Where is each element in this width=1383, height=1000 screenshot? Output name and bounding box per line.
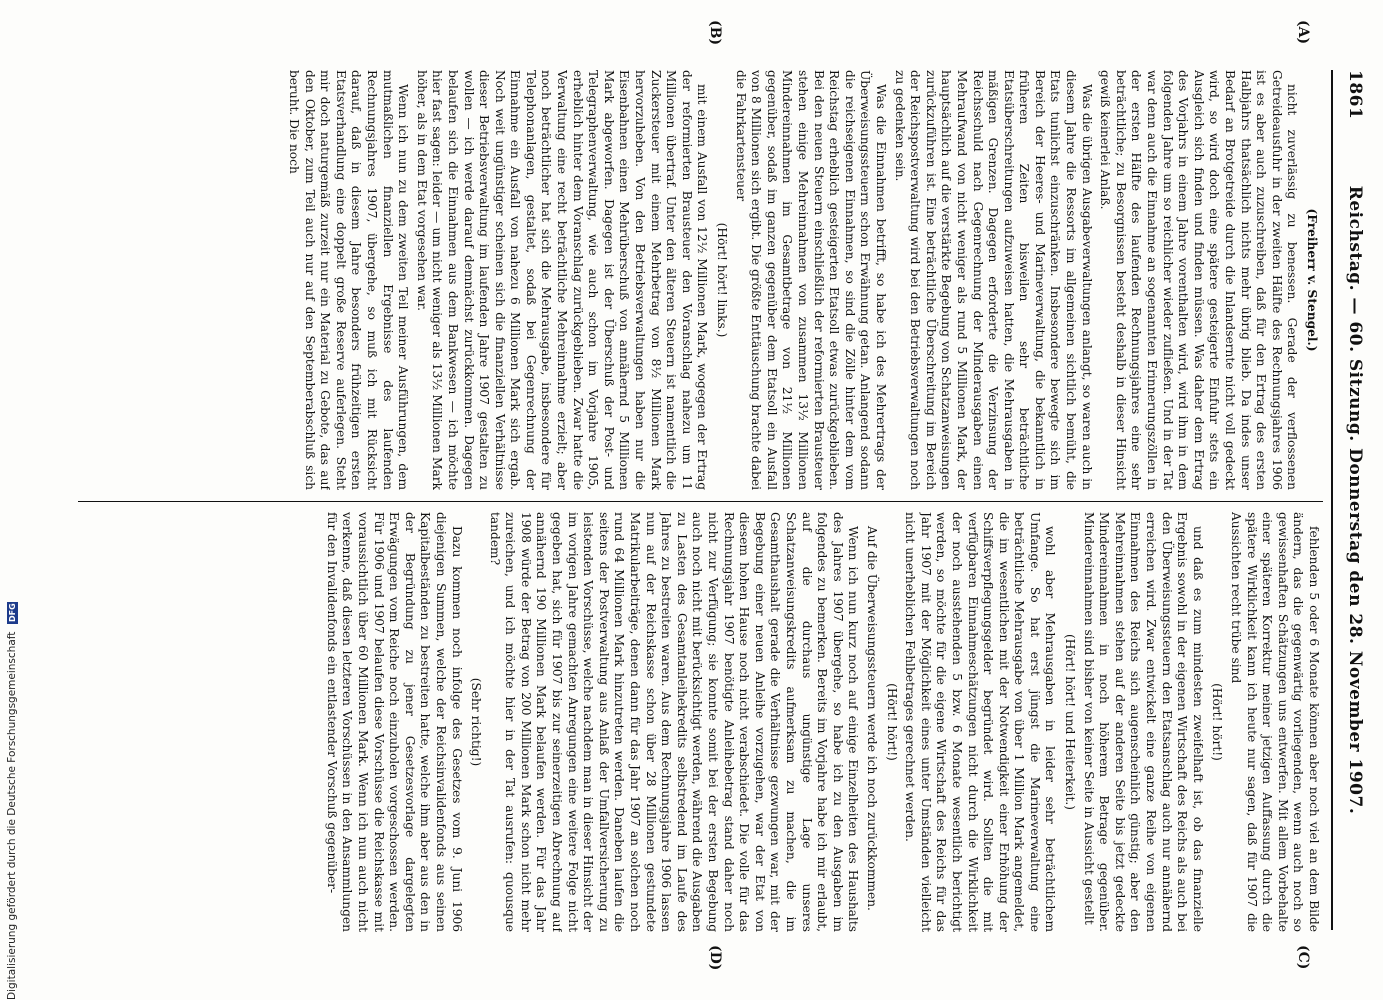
paragraph: wohl aber Mehrausgaben in leider sehr beträchtlichem Umfange. So hat erst jüngst die Marineverwaltung eine beträchtliche Mehrausgabe von über 1 Million Mark angemeldet, die im wesentlichen mit der Notwendigkeit einer Erhöhung der Schiffsverpflegungsgelder begründet wird. Sollten die mit verfügbaren Einnahmeschätzungen nicht durch die Wirklichkeit der noch ausstehenden 5 bzw. 6 Monate wesentlich berichtigt werden, so möchte für die eigene Wirtschaft des Reichs für das Jahr 1907 mit der Möglichkeit eines unter Umständen vielleicht nicht unerheblichen Fehlbetrages gerechnet werden.: [903, 512, 1058, 932]
paragraph: nicht zuverlässig zu benessen. Gerade der verflossenen Getreideausfuhr in der zweiten Hälfte des Rechnungsjahres 1906 ist es aber auch zuzuschreiben, daß für den Ertrag des ersten Halbjahrs thatsächlich nichts mehr übrig blieb. Da indes unser Bedarf an Brotgetreide durch die Inlandsernte nicht voll gedeckt wird, so wird doch eine spätere gesteigerte Einfuhr stets ein Ausgleich sich finden und finden müssen. Was daher dem Ertrag des Vorjahrs in einem Jahre vorenthalten wird, wird ihm in dem folgenden Jahre um so reichlicher wieder zufließen. Und in der Tat war denn auch die Einnahme an sogenannten Erinnerungszöllen in der ersten Hälfte des laufenden Rechnungsjahres eine sehr beträchtliche; zu Besorgnissen besteht deshalb in dieser Hinsicht gewiß keinerlei Anlaß.: [1098, 70, 1300, 490]
interjection: (Sehr richtig!): [469, 677, 484, 767]
interjection: (Hört! hört! links.): [715, 222, 730, 338]
page-title: Reichstag. — 60. Sitzung. Donnerstag den 28. November 1907.: [1345, 185, 1365, 815]
margin-marker-a: (A): [1295, 20, 1311, 45]
paragraph: fehlenden 5 oder 6 Monate können aber noch viel an dem Bilde ändern, das die gegenwärtig vorliegenden, wenn auch noch so gewissenhaften Schätzungen uns entwerfen. Mit allem Vorbehalte einer späteren Korrektur meiner jetzigen Auffassung durch die spätere Wirklichkeit kann ich heute nur sagen, daß für 1907 die Aussichten recht trübe sind: [1229, 512, 1321, 932]
interjection: (Hört! hört!): [1210, 683, 1225, 761]
right-column: [81, 512, 1321, 932]
paragraph: Wenn ich nun zu dem zweiten Teil meiner Ausführungen, dem mutmaßlichen finanziellen Ergebnisse des laufenden Rechnungsjahres 1907, übergehe, so muß ich mit Rücksicht darauf, daß in diesem Jahre besonders frühzeitigen ersten Etatsverhandlung eine doppelt große Reserve auferlegen. Steht mir doch naturgemäß zurzeit nur ein Material zu Gebote, das auf den Oktober, zum Teil auch nur auf den Septemberabschluß sich beruht. Die noch: [287, 70, 411, 490]
speaker-name: (Freiherr v. Stengel.): [1305, 208, 1319, 352]
paragraph: Auf die Überweisungssteuern werde ich noch zurückkommen.: [864, 526, 879, 911]
column-divider: [78, 501, 1323, 502]
dfg-logo-icon: DFG: [7, 603, 17, 622]
margin-marker-d: (D): [707, 945, 723, 971]
digitization-credit: [4, 0, 20, 1000]
page-header: [1337, 70, 1369, 930]
interjection: (Hört! hört! und Heiterkeit.): [1063, 634, 1078, 810]
credit-text: Digitalisierung gefördert durch die Deutsche Forschungsgemeinschaft: [6, 631, 18, 1000]
header-rule: [1331, 70, 1333, 930]
margin-marker-b: (B): [707, 20, 723, 46]
paragraph: Dazu kommen noch infolge des Gesetzes vom 9. Juni 1906 diejenigen Summen, welche der Reichsinvalidenfonds aus seinen Kapitalbeständen zu bestreiten hatte, welche ihm aber aus den in der Begründung zu jener Gesetzesvorlage dargelegten Erwägungen vom Reiche noch einzuholen vorgeschossen werden. Für 1906 und 1907 belaufen diese Vorschüsse die Reichskasse mit voraussichtlich über 60 Millionen Mark. Wenn ich nun auch nicht verkenne, daß diesen letzteren Vorschüssen in den Ansammlungen für den Invalidenfonds ein entlastender Vorschuß gegenüber-: [324, 512, 464, 932]
paragraph: mit einem Ausfall von 12½ Millionen Mark, wogegen der Ertrag der reformierten Brausteuer den Voranschlag nahezu um 11 Millionen übertraf. Unter den älteren Steuern ist namentlich die Zuckersteuer mit einem Mehrbetrag von 8½ Millionen Mark hervorzuheben. Von den Betriebsverwaltungen haben nur die Eisenbahnen einen Mehrüberschuß von annähernd 5 Millionen Mark abgeworfen. Dagegen ist der Überschuß der Post- und Telegraphenverwaltung, wie auch schon im Vorjahre 1905, erheblich hinter dem Voranschlag zurückgeblieben. Zwar hatte die Verwaltung eine recht beträchtliche Mehreinnahme erzielt; aber noch beträchtlicher hat sich die Mehrausgabe, insbesondere für Telephonanlagen, gestaltet, sodaß bei Gegenrechnung der Einnahme ein Ausfall von nahezu 6 Millionen Mark sich ergab. Noch weit ungünstiger scheinen sich die finanziellen Verhältnisse dieser Betriebsverwaltung im laufenden Jahre 1907 gestalten zu wollen — ich werde darauf demnächst zurückkommen. Dagegen belaufen sich die Einnahmen aus dem Bankwesen — ich möchte hier fast sagen: leider — um nicht weniger als 13½ Millionen Mark höher, als in dem Etat vorgesehen war.: [414, 70, 710, 490]
margin-marker-c: (C): [1295, 945, 1311, 970]
paragraph: Was die übrigen Ausgabeverwaltungen anlangt, so waren auch in diesem Jahre die Ressorts im allgemeinen sichtlich bemüht, die Etats tunlichst einzuschränken. Insbesondere bewegte sich im Bereich der Heeres- und Marineverwaltung, die bekanntlich in früheren Zeiten bisweilen sehr beträchtliche Etatsüberschreitungen aufzuweisen hatten, die Mehrausgaben in mäßigen Grenzen. Dagegen erforderte die Verzinsung der Reichsschuld nach Gegenrechnung der Minderausgaben einen Mehraufwand von nicht weniger als rund 5 Millionen Mark, der hauptsächlich auf die verstärkte Begebung von Schatzanweisungen zurückzuführen ist. Eine beträchtliche Überschreitung im Bereich der Reichspostverwaltung wird bei den Betriebsverwaltungen noch zu gedenken sein.: [892, 70, 1094, 490]
paragraph: Wenn ich nun kurz noch auf einige Einzelheiten des Haushalts des Jahres 1907 übergehe, so habe ich zu den Ausgaben im folgendes zu bemerken. Bereits im Vorjahre habe ich mir erlaubt, auf die durchaus ungünstige Lage unseres Schatzanweisungskredits aufmerksam zu machen, die im Gesamthaushalt gerade die Verhältnisse gezwungen war, mit der Begebung einer neuen Anleihe vorzugehen, war der Etat von diesem hohen Hause noch nicht verabschiedet. Die volle für das Rechnungsjahr 1907 benötigte Anleihebetrag stand daher noch nicht zur Verfügung; sie konnte somit bei der ersten Begebung auch noch nicht mit berücksichtigt werden, während die Ausgaben zu Lasten des Gesamtanleihekredits selbstredend im Laufe des Jahres zu bestreiten waren. Aus dem Rechnungsjahre 1906 lassen nun auf der Reichskasse schon über 28 Millionen gestundete Matrikularbeiträge, denen dann für das Jahr 1907 an solchen noch rund 64 Millionen Mark hinzutreten werden. Daneben laufen die seitens der Postverwaltung aus Anlaß der Umfallversicherung zu leistenden Vorschüsse, welche nachdem man in dieser Hinsicht der im vorigen Jahre gemachten Anregungen eine weitere Folge nicht gegeben hat, sich für 1907 bis zur seinerzeitigen Abrechnung auf annähernd 190 Millionen Mark belaufen werden. Für das Jahr 1908 würde der Betrag von 200 Millionen Mark schon nicht mehr zureichen, und ich möchte hier in der Tat ausrufen: quousque tandem?: [487, 512, 861, 932]
interjection: (Hört! hört!): [884, 683, 899, 761]
paragraph: und daß es zum mindesten zweifelhaft ist, ob das finanzielle Ergebnis sowohl in der eigenen Wirtschaft des Reichs als auch bei den Überweisungssteuern den Etatsanschlag auch nur annähernd erreichen wird. Zwar entwickelt eine ganze Reihe von eigenen Einnahmen des Reichs sich augenscheinlich günstig; aber den Mehreinnahmen stehen auf der anderen Seite bis jetzt gedeckte Mindereinnahmen in noch höherem Betrage gegenüber. Mindereinnahmen sind bisher von keiner Seite in Aussicht gestellt: [1081, 512, 1205, 932]
left-column: [81, 70, 1321, 490]
paragraph: Was die Einnahmen betrifft, so habe ich des Mehrertrags der Überweisungssteuern schon Erwähnung getan. Anlangend sodann die reichseigenen Einnahmen, so sind die Zölle hinter dem vom Reichstag erheblich gesteigerten Etatsoll etwas zurückgeblieben. Bei den neuen Steuern einschließlich der reformierten Brausteuer stehen einige Mehreinnahmen von zusammen 13½ Millionen Mindereinnahmen im Gesamtbetrage von 21½ Millionen gegenüber, sodaß im ganzen gegenüber dem Etatsoll ein Ausfall von 8 Millionen sich ergibt. Die größte Enttäuschung brachte dabei die Fahrkartensteuer: [733, 70, 888, 490]
page-number: 1861: [1345, 70, 1365, 120]
